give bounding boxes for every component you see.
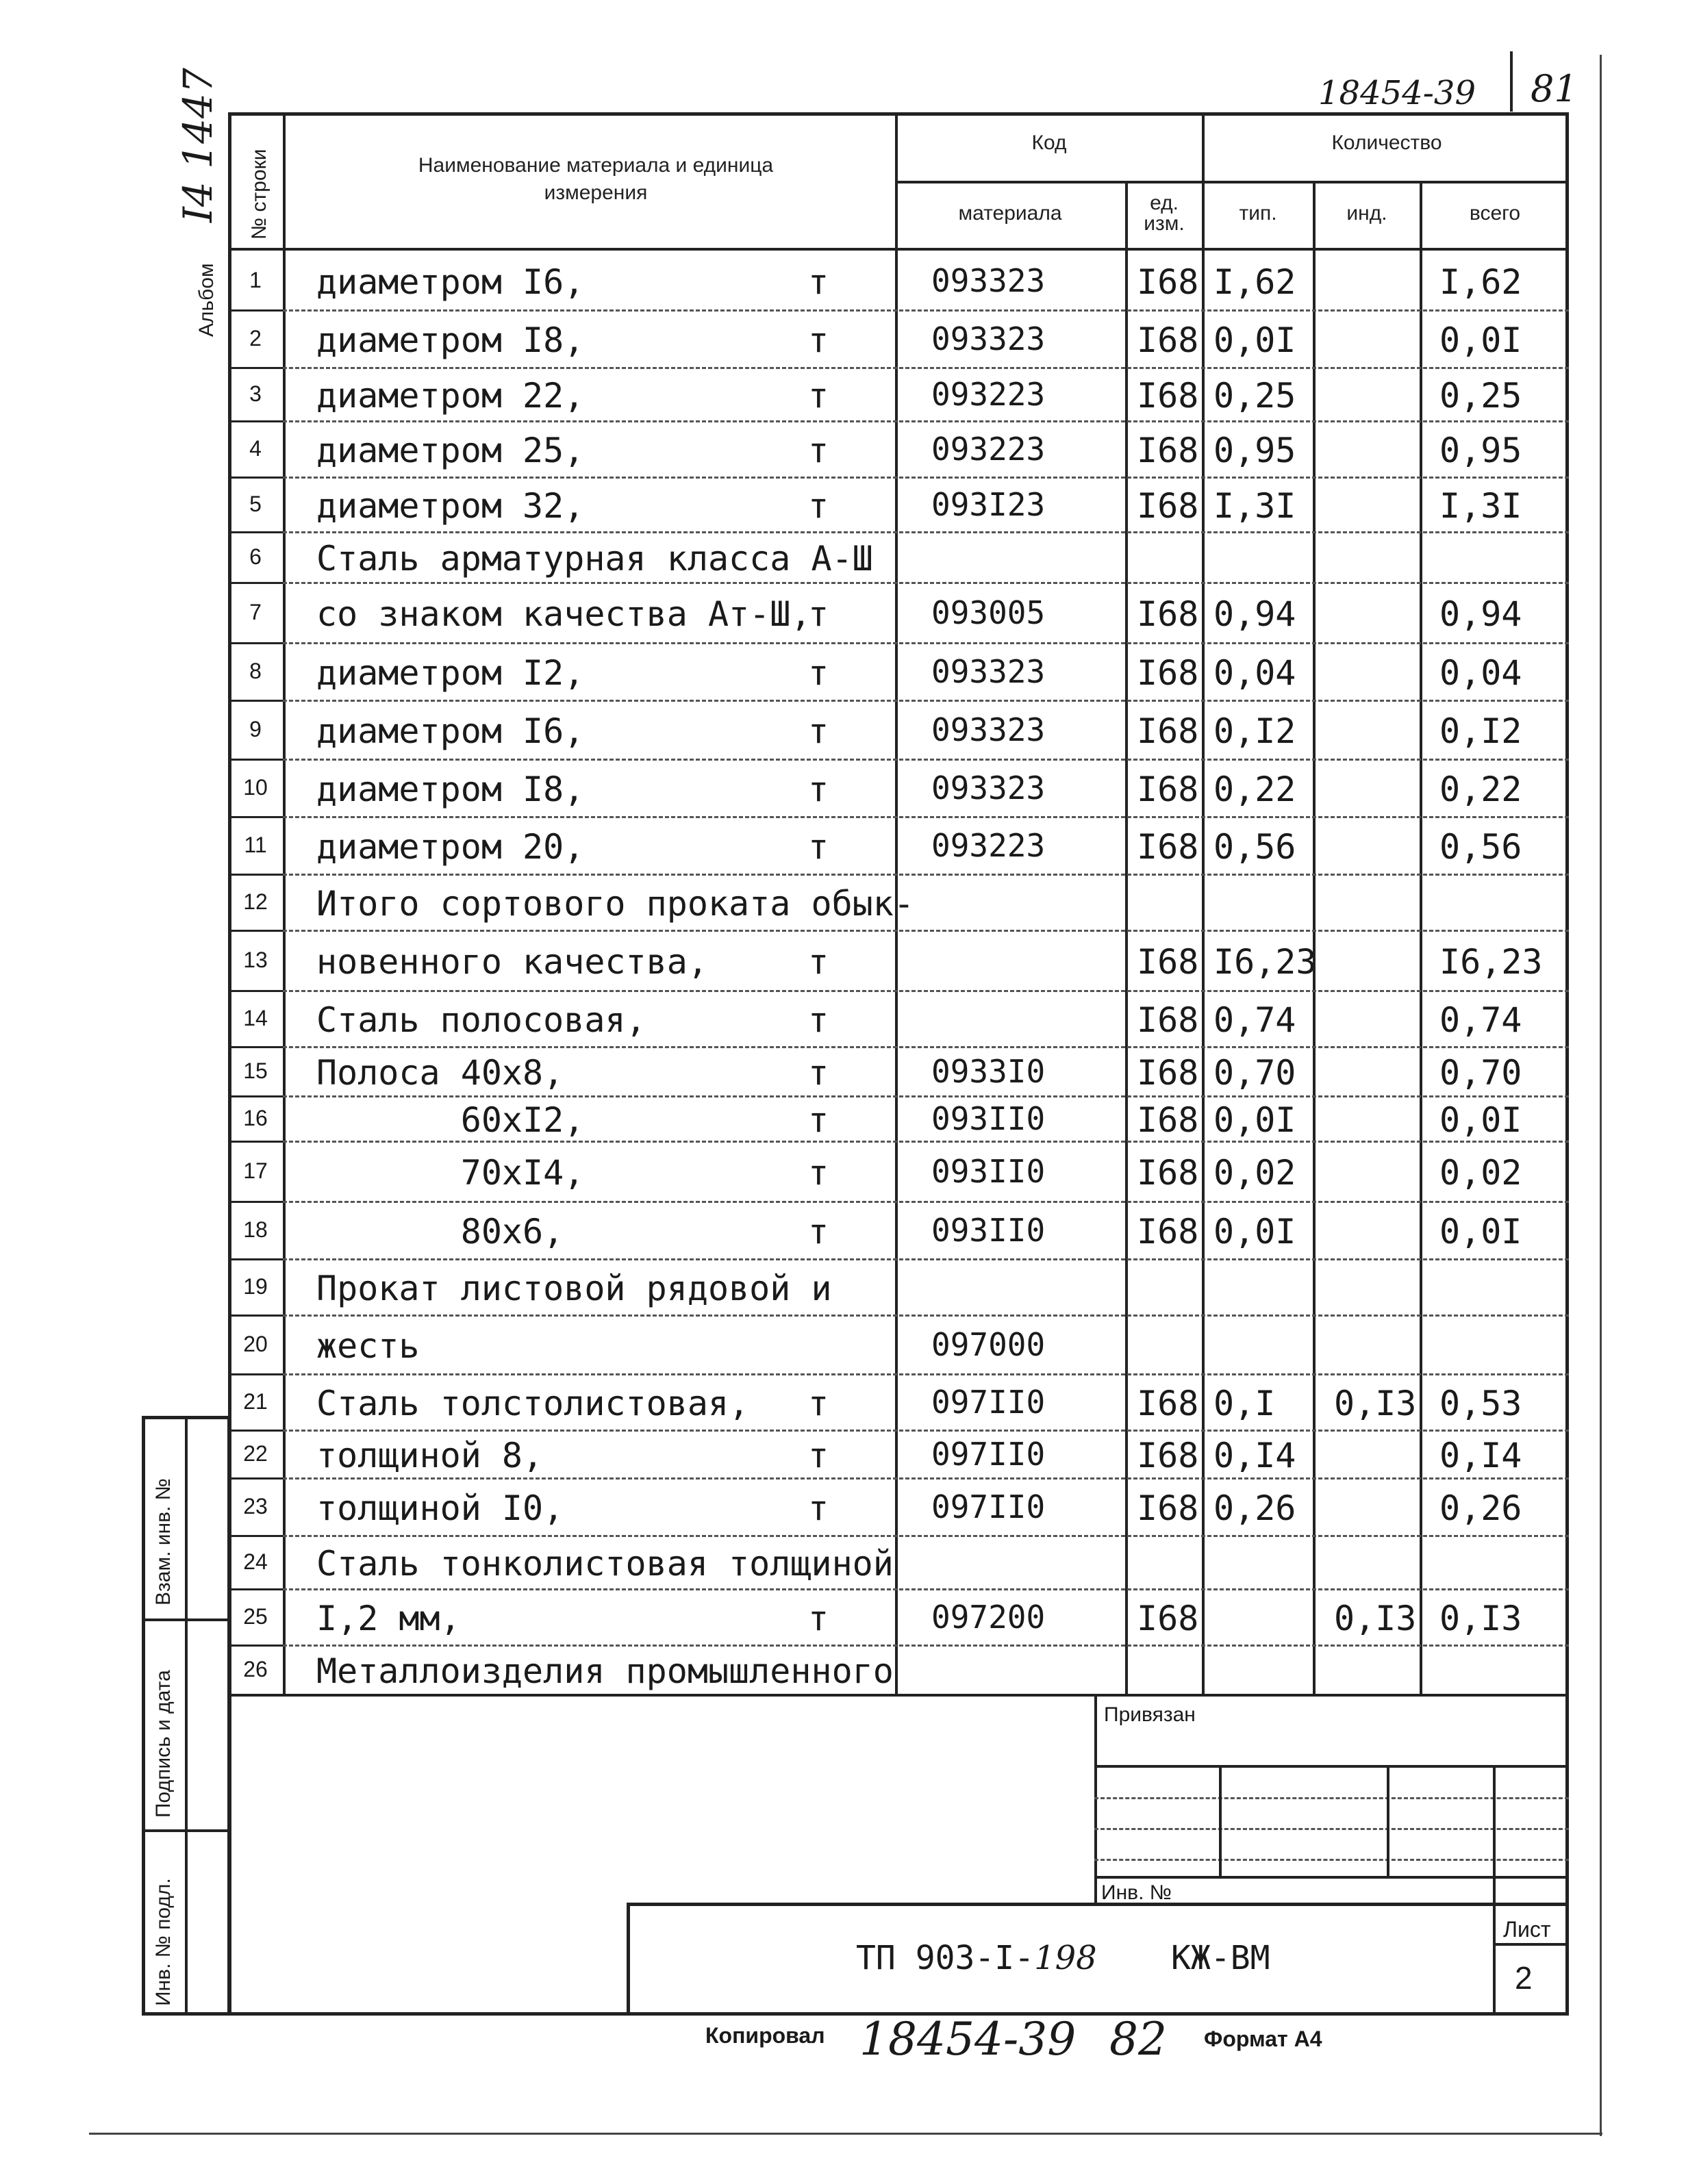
material-code: 093323 <box>931 770 1046 807</box>
row-number: 8 <box>249 659 262 683</box>
row-number-separator <box>228 642 283 644</box>
unit-code: I68 <box>1137 320 1199 360</box>
col-divider <box>1420 181 1422 1694</box>
col-divider <box>1313 181 1316 1694</box>
row-number: 18 <box>243 1217 268 1242</box>
qty-total: I,62 <box>1439 262 1522 302</box>
unit-of-measure: т <box>807 827 829 867</box>
format-label: Формат А4 <box>1204 2027 1322 2051</box>
qty-total: 0,02 <box>1439 1153 1522 1193</box>
material-code: 093323 <box>931 262 1046 299</box>
row-number: 1 <box>249 268 262 292</box>
row-separator <box>283 700 1569 702</box>
unit-code: I68 <box>1137 431 1199 470</box>
material-code: 097II0 <box>931 1488 1046 1525</box>
unit-of-measure: т <box>807 594 829 634</box>
material-name: диаметром I6, <box>316 262 585 302</box>
row-number-separator <box>228 582 283 584</box>
unit-of-measure: т <box>807 1153 829 1193</box>
material-name: Сталь полосовая, <box>316 1000 646 1040</box>
material-code: 093323 <box>931 711 1046 748</box>
row-number-separator <box>228 700 283 702</box>
unit-of-measure: т <box>807 1599 829 1638</box>
unit-of-measure: т <box>807 262 829 302</box>
unit-of-measure: т <box>807 431 829 470</box>
row-number: 17 <box>243 1158 268 1183</box>
name-header: Наименование материала и единица измерения <box>418 154 774 204</box>
qty-ind: 0,I3 <box>1334 1599 1417 1638</box>
row-separator <box>283 816 1569 818</box>
unit-of-measure: т <box>807 486 829 526</box>
unit-of-measure: т <box>807 942 829 982</box>
qty-tip: I6,23 <box>1213 942 1317 982</box>
material-code: 093I23 <box>931 486 1046 523</box>
row-number-separator <box>228 1477 283 1480</box>
qty-ind: 0,I3 <box>1334 1384 1417 1423</box>
material-code: 093223 <box>931 431 1046 468</box>
qty-ind-header: инд. <box>1346 202 1387 225</box>
unit-code: I68 <box>1137 1153 1199 1193</box>
qty-total: 0,25 <box>1439 376 1522 416</box>
qty-total: 0,22 <box>1439 770 1522 809</box>
qty-tip: 0,02 <box>1213 1153 1296 1193</box>
qty-total: 0,I2 <box>1439 711 1522 751</box>
qty-tip: 0,0I <box>1213 1100 1296 1140</box>
privyazan-label: Привязан <box>1104 1703 1196 1726</box>
material-name: жесть <box>316 1326 420 1366</box>
qty-tip: 0,25 <box>1213 376 1296 416</box>
material-code: 093323 <box>931 320 1046 357</box>
col-divider <box>1202 112 1205 1694</box>
unit-of-measure: т <box>807 711 829 751</box>
row-number-separator <box>228 1258 283 1260</box>
row-number: 5 <box>249 492 262 516</box>
row-number: 13 <box>243 948 268 972</box>
material-name: 80х6, <box>316 1212 564 1252</box>
row-number-separator <box>228 477 283 479</box>
sheet-number: 2 <box>1515 1960 1533 1996</box>
stamp-divider <box>1219 1765 1222 1876</box>
scan-bottom-line <box>89 2133 1602 2135</box>
material-name: диаметром 32, <box>316 486 585 526</box>
qty-tip: 0,94 <box>1213 594 1296 634</box>
qty-tip: 0,95 <box>1213 431 1296 470</box>
row-number-separator <box>228 1046 283 1048</box>
row-number-separator <box>228 1645 283 1647</box>
row-number-separator <box>228 816 283 818</box>
row-number: 6 <box>249 544 262 569</box>
material-name: Итого сортового проката обык- <box>316 884 914 924</box>
qty-tip: 0,26 <box>1213 1488 1296 1528</box>
row-number-separator <box>228 1141 283 1143</box>
unit-of-measure: т <box>807 1100 829 1140</box>
qty-total: 0,I3 <box>1439 1599 1522 1638</box>
qty-tip: I,62 <box>1213 262 1296 302</box>
unit-code: I68 <box>1137 1599 1199 1638</box>
material-code: 097000 <box>931 1326 1046 1363</box>
row-separator <box>283 1535 1569 1537</box>
material-name: толщиной 8, <box>316 1436 544 1475</box>
row-separator <box>283 874 1569 876</box>
unit-code: I68 <box>1137 770 1199 809</box>
material-name: диаметром 20, <box>316 827 585 867</box>
row-no-header: № строки <box>248 149 270 240</box>
side-stamp-divider <box>142 1618 231 1621</box>
unit-code: I68 <box>1137 1212 1199 1252</box>
table-bottom-line <box>228 1694 1569 1697</box>
qty-total: 0,04 <box>1439 653 1522 693</box>
row-number: 14 <box>243 1006 268 1030</box>
unit-code: I68 <box>1137 376 1199 416</box>
material-code: 097200 <box>931 1599 1046 1636</box>
row-separator <box>283 1315 1569 1317</box>
side-stamp-divider <box>185 1416 188 2016</box>
stamp-line <box>1094 1828 1569 1830</box>
material-code: 093223 <box>931 827 1046 864</box>
unit-code: I68 <box>1137 1000 1199 1040</box>
stamp-line <box>1094 1876 1569 1879</box>
qty-total: 0,26 <box>1439 1488 1522 1528</box>
material-name: диаметром 22, <box>316 376 585 416</box>
sheet-label: Лист <box>1503 1917 1551 1942</box>
qty-tip: 0,70 <box>1213 1053 1296 1093</box>
material-code: 093II0 <box>931 1100 1046 1137</box>
unit-code: I68 <box>1137 653 1199 693</box>
material-name: 70хI4, <box>316 1153 585 1193</box>
row-number: 9 <box>249 717 262 741</box>
unit-of-measure: т <box>807 653 829 693</box>
qty-group-header: Количество <box>1331 131 1442 154</box>
row-number: 4 <box>249 436 262 461</box>
unit-code: I68 <box>1137 942 1199 982</box>
unit-of-measure: т <box>807 1436 829 1475</box>
unit-code: I68 <box>1137 262 1199 302</box>
scan-right-line <box>1600 55 1602 2136</box>
row-number-separator <box>228 1315 283 1317</box>
row-number-separator <box>228 531 283 533</box>
sheet-label-line <box>1493 1943 1569 1946</box>
top-document-number: 18454-39 <box>1318 74 1476 112</box>
qty-total-header: всего <box>1469 202 1521 225</box>
row-separator <box>283 531 1569 533</box>
row-separator <box>283 930 1569 932</box>
material-name: Сталь тонколистовая толщиной <box>316 1544 894 1584</box>
qty-tip: 0,56 <box>1213 827 1296 867</box>
row-number: 2 <box>249 326 262 351</box>
unit-of-measure: т <box>807 1053 829 1093</box>
qty-tip: 0,04 <box>1213 653 1296 693</box>
material-code: 093005 <box>931 594 1046 631</box>
qty-total: 0,0I <box>1439 1212 1522 1252</box>
vzam-inv-label: Взам. инв. № <box>152 1478 175 1605</box>
unit-of-measure: т <box>807 376 829 416</box>
row-separator <box>283 582 1569 584</box>
unit-code: I68 <box>1137 486 1199 526</box>
stamp-divider <box>1387 1765 1389 1876</box>
row-number: 23 <box>243 1494 268 1519</box>
material-name: диаметром 25, <box>316 431 585 470</box>
material-code: 093323 <box>931 653 1046 690</box>
col-divider <box>283 112 286 1694</box>
row-number: 15 <box>243 1058 268 1083</box>
row-number-separator <box>228 309 283 312</box>
material-name: диаметром I2, <box>316 653 585 693</box>
material-code: 097II0 <box>931 1384 1046 1421</box>
album-code: I4 1447 <box>175 68 221 223</box>
qty-tip-header: тип. <box>1239 202 1277 225</box>
designation: ТП 903-I-198 <box>856 1939 1097 1977</box>
unit-of-measure: т <box>807 1488 829 1528</box>
row-number: 7 <box>249 600 262 624</box>
row-separator <box>283 1588 1569 1590</box>
unit-code: I68 <box>1137 1100 1199 1140</box>
row-number-separator <box>228 1535 283 1537</box>
header-subline <box>895 181 1569 183</box>
stamp-line <box>1094 1765 1569 1768</box>
footer-number: 18454-39 <box>859 2013 1077 2066</box>
unit-code: I68 <box>1137 1384 1199 1423</box>
row-number-separator <box>228 874 283 876</box>
qty-total: 0,I4 <box>1439 1436 1522 1475</box>
material-name: новенного качества, <box>316 942 708 982</box>
row-number: 16 <box>243 1106 268 1130</box>
inv-no-label: Инв. № <box>1101 1881 1172 1904</box>
row-separator <box>283 1258 1569 1260</box>
row-separator <box>283 642 1569 644</box>
material-code: 097II0 <box>931 1436 1046 1473</box>
row-number: 26 <box>243 1657 268 1681</box>
qty-tip: 0,74 <box>1213 1000 1296 1040</box>
row-separator <box>283 477 1569 479</box>
row-separator <box>283 759 1569 761</box>
row-separator <box>283 420 1569 422</box>
inv-podl-label: Инв. № подл. <box>152 1878 175 2006</box>
unit-code: I68 <box>1137 1053 1199 1093</box>
qty-tip: 0,I2 <box>1213 711 1296 751</box>
material-name: со знаком качества Ат-Ш, <box>316 594 811 634</box>
qty-total: 0,70 <box>1439 1053 1522 1093</box>
designation-code: КЖ-ВМ <box>1171 1939 1270 1977</box>
unit-of-measure: т <box>807 1384 829 1423</box>
unit-code: I68 <box>1137 1488 1199 1528</box>
row-separator <box>283 1046 1569 1048</box>
row-number-separator <box>228 1095 283 1097</box>
row-number-separator <box>228 1373 283 1375</box>
footer-page: 82 <box>1109 2013 1167 2066</box>
row-separator <box>283 1477 1569 1480</box>
row-number-separator <box>228 1588 283 1590</box>
row-number-separator <box>228 1430 283 1432</box>
qty-tip: 0,I4 <box>1213 1436 1296 1475</box>
unit-code: I68 <box>1137 1436 1199 1475</box>
row-number-separator <box>228 367 283 369</box>
row-number: 11 <box>244 833 267 857</box>
header-bottom-line <box>228 248 1569 251</box>
material-name: Полоса 40х8, <box>316 1053 564 1093</box>
qty-total: I,3I <box>1439 486 1522 526</box>
material-code: 093223 <box>931 376 1046 413</box>
row-number: 24 <box>243 1549 268 1574</box>
qty-total: 0,56 <box>1439 827 1522 867</box>
qty-total: 0,53 <box>1439 1384 1522 1423</box>
unit-code: I68 <box>1137 711 1199 751</box>
side-stamp-divider <box>142 1829 231 1832</box>
podpis-data-label: Подпись и дата <box>152 1670 175 1818</box>
row-number: 10 <box>243 775 268 800</box>
top-page-number: 81 <box>1531 67 1578 110</box>
material-name: Металлоизделия промышленного <box>316 1651 894 1691</box>
material-name: Сталь арматурная класса А-Ш <box>316 539 873 579</box>
qty-tip: 0,0I <box>1213 1212 1296 1252</box>
material-name: 60хI2, <box>316 1100 585 1140</box>
row-number: 21 <box>243 1389 268 1414</box>
row-number: 12 <box>243 889 268 914</box>
qty-total: 0,0I <box>1439 320 1522 360</box>
code-material-header: материала <box>958 202 1062 225</box>
stamp-line <box>1094 1859 1569 1861</box>
material-name: диаметром I6, <box>316 711 585 751</box>
row-number-separator <box>228 990 283 992</box>
qty-total: 0,74 <box>1439 1000 1522 1040</box>
code-unit-header: ед. изм. <box>1144 192 1185 235</box>
qty-tip: 0,22 <box>1213 770 1296 809</box>
row-separator <box>283 1430 1569 1432</box>
row-number-separator <box>228 759 283 761</box>
col-divider <box>1125 181 1128 1694</box>
unit-of-measure: т <box>807 1000 829 1040</box>
row-number-separator <box>228 930 283 932</box>
copied-label: Копировал <box>705 2023 825 2048</box>
qty-tip: 0,0I <box>1213 320 1296 360</box>
material-code: 0933I0 <box>931 1053 1046 1090</box>
material-code: 093II0 <box>931 1153 1046 1190</box>
qty-tip: I,3I <box>1213 486 1296 526</box>
row-number: 25 <box>243 1604 268 1629</box>
material-code: 093II0 <box>931 1212 1046 1249</box>
material-name: диаметром I8, <box>316 770 585 809</box>
unit-of-measure: т <box>807 320 829 360</box>
row-number: 3 <box>249 381 262 406</box>
row-number: 22 <box>243 1441 268 1466</box>
stamp-line <box>1094 1797 1569 1799</box>
row-number-separator <box>228 1201 283 1203</box>
row-separator <box>283 1201 1569 1203</box>
row-separator <box>283 1141 1569 1143</box>
album-label: Альбом <box>195 263 218 337</box>
material-name: I,2 мм, <box>316 1599 461 1638</box>
row-separator <box>283 1373 1569 1375</box>
unit-of-measure: т <box>807 1212 829 1252</box>
row-separator <box>283 309 1569 312</box>
unit-of-measure: т <box>807 770 829 809</box>
qty-total: 0,95 <box>1439 431 1522 470</box>
title-block <box>627 1903 1569 2016</box>
qty-total: 0,94 <box>1439 594 1522 634</box>
qty-total: 0,0I <box>1439 1100 1522 1140</box>
material-name: толщиной I0, <box>316 1488 564 1528</box>
row-number: 20 <box>243 1332 268 1356</box>
row-separator <box>283 1095 1569 1097</box>
row-number-separator <box>228 420 283 422</box>
row-separator <box>283 367 1569 369</box>
material-name: Прокат листовой рядовой и <box>316 1269 832 1308</box>
code-group-header: Код <box>1031 131 1067 154</box>
material-name: диаметром I8, <box>316 320 585 360</box>
row-separator <box>283 990 1569 992</box>
unit-code: I68 <box>1137 594 1199 634</box>
qty-tip: 0,I <box>1213 1384 1276 1423</box>
material-name: Сталь толстолистовая, <box>316 1384 750 1423</box>
qty-total: I6,23 <box>1439 942 1543 982</box>
row-number: 19 <box>243 1274 268 1299</box>
unit-code: I68 <box>1137 827 1199 867</box>
row-separator <box>283 1645 1569 1647</box>
